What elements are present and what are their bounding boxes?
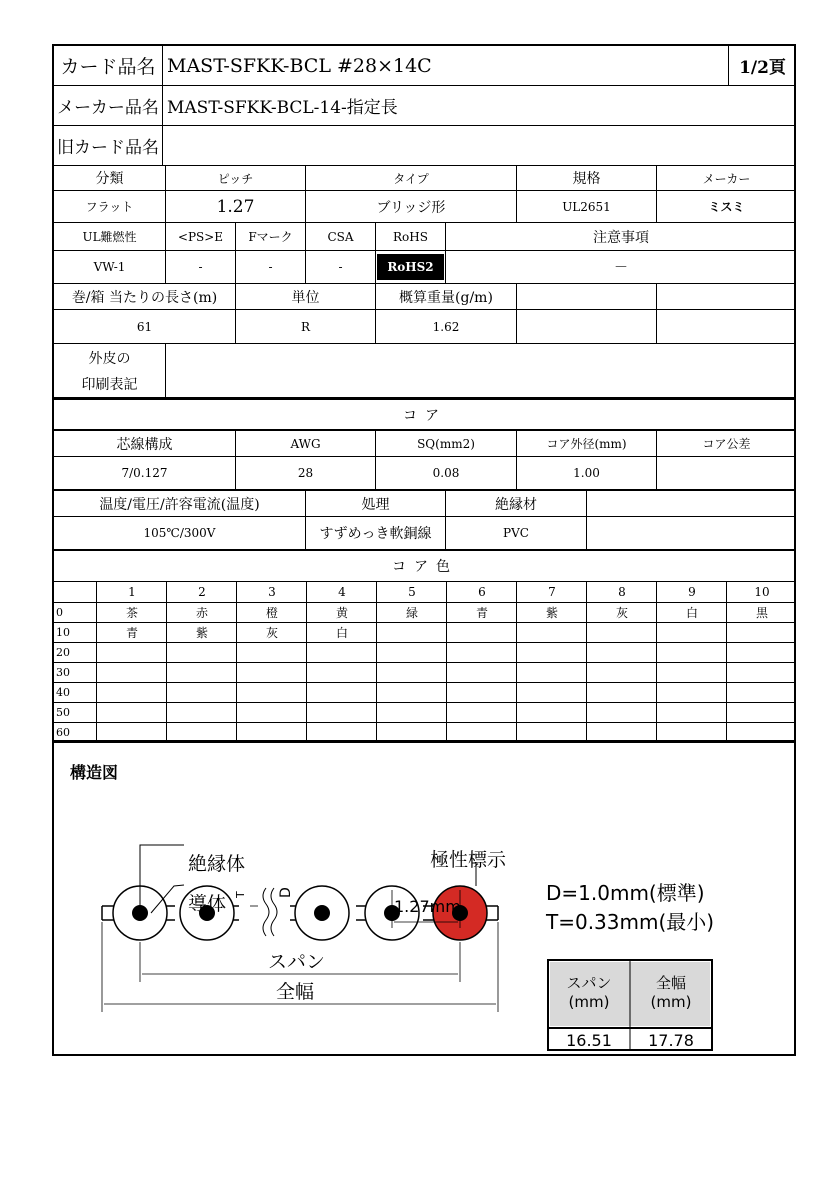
packaging-value-weight: 1.62 — [375, 310, 516, 343]
color-grid-cell — [236, 682, 307, 702]
color-grid-cell — [516, 682, 587, 702]
color-grid-row — [54, 602, 794, 623]
color-grid-cell: 白 — [656, 602, 727, 622]
packaging-value-blank1 — [516, 310, 656, 343]
packaging-value-blank2 — [656, 310, 796, 343]
color-grid-cell — [376, 702, 447, 722]
approval-header-pse: <PS>E — [165, 223, 235, 250]
class-header-maker: メーカー — [656, 166, 796, 190]
old-card-name-row — [54, 126, 794, 166]
color-grid-cell — [446, 682, 517, 702]
color-grid-cell: 青 — [96, 622, 167, 642]
core-value-treatment: すずめっき軟銅線 — [305, 517, 445, 549]
color-grid-cell: 紫 — [166, 622, 237, 642]
structure-title: 構造図 — [70, 763, 119, 782]
color-grid-cell: 緑 — [376, 602, 447, 622]
core-value-sq: 0.08 — [375, 457, 516, 489]
approval-value-notes: － — [445, 251, 796, 283]
color-grid-cell: 灰 — [236, 622, 307, 642]
color-grid-cell — [96, 702, 167, 722]
core-value-insulation: PVC — [445, 517, 586, 549]
core-title-row — [54, 400, 794, 430]
color-grid-column-header: 5 — [376, 582, 447, 602]
packaging-value-unit: R — [235, 310, 375, 343]
color-grid-cell — [516, 702, 587, 722]
core-header-strand: 芯線構成 — [116, 436, 173, 453]
break-mark — [263, 888, 269, 936]
color-grid-cell — [586, 702, 657, 722]
print-value — [165, 344, 796, 397]
print-label-line1: 外皮の — [88, 350, 131, 367]
print-label — [54, 344, 165, 397]
core-header-sq: SQ(mm2) — [375, 431, 516, 456]
approval-header-ul: UL難燃性 — [82, 230, 137, 244]
color-grid-cell — [656, 662, 727, 682]
spec-sheet — [52, 44, 796, 1056]
approval-header-csa: CSA — [305, 223, 375, 250]
classification-value-row — [54, 191, 794, 223]
conductor-label: 導体 — [188, 893, 227, 915]
table-header-width-1: 全幅 — [655, 974, 687, 992]
width-label: 全幅 — [276, 981, 315, 1003]
table-header-span-1: スパン — [566, 974, 612, 992]
color-grid-cell — [446, 722, 517, 742]
class-value-pitch: 1.27 — [165, 191, 305, 222]
color-grid-cell — [516, 642, 587, 662]
dimension-table — [548, 960, 712, 1050]
color-grid-row-label: 0 — [56, 605, 63, 619]
class-header-type: 分類 — [95, 171, 124, 187]
packaging-value-row — [54, 310, 794, 344]
color-grid-cell — [166, 642, 237, 662]
maker-name-label: メーカー品名 — [57, 98, 159, 118]
card-name-label: カード品名 — [60, 56, 156, 78]
insulator-label: 絶縁体 — [188, 853, 246, 875]
pitch-label: 1.27mm — [394, 897, 461, 916]
color-grid-cell — [376, 722, 447, 742]
color-grid-cell — [306, 642, 377, 662]
color-grid-column-header: 6 — [446, 582, 517, 602]
color-grid-cell: 茶 — [96, 602, 167, 622]
color-grid-cell — [306, 682, 377, 702]
color-grid-cell — [726, 662, 797, 682]
core-color-title-row — [54, 551, 794, 582]
approvals-value-row — [54, 251, 794, 284]
approvals-header-row — [54, 223, 794, 251]
color-grid-cell: 灰 — [586, 602, 657, 622]
color-grid-cell — [446, 662, 517, 682]
print-label-line2: 印刷表記 — [81, 376, 138, 393]
color-grid-cell — [376, 682, 447, 702]
color-grid-column-header: 9 — [656, 582, 727, 602]
packaging-header-blank1 — [516, 284, 656, 309]
class-header-standard: 規格 — [516, 166, 656, 190]
color-grid-cell — [656, 702, 727, 722]
approval-value-fmark: - — [235, 251, 305, 283]
approval-header-fmark: Fマーク — [235, 223, 305, 250]
class-value-standard: UL2651 — [516, 191, 656, 222]
color-grid-cell: 白 — [306, 622, 377, 642]
old-card-name-value — [162, 126, 796, 165]
color-grid-cell — [516, 722, 587, 742]
color-grid-cell: 紫 — [516, 602, 587, 622]
packaging-header-row — [54, 284, 794, 310]
color-grid-column-header: 7 — [516, 582, 587, 602]
color-grid-cell — [726, 642, 797, 662]
color-grid-cell — [376, 662, 447, 682]
core-header2-row — [54, 491, 794, 517]
core-value-strand: 7/0.127 — [121, 466, 168, 480]
packaging-header-length: 巻/箱 当たりの長さ(m) — [71, 289, 218, 306]
color-grid-column-header: 3 — [236, 582, 307, 602]
core-value-awg: 28 — [235, 457, 375, 489]
core-value-row — [54, 457, 794, 490]
color-grid-cell — [446, 622, 517, 642]
break-mark — [271, 888, 277, 936]
color-grid-row — [54, 642, 794, 663]
table-header-span-2: (mm) — [568, 993, 610, 1011]
color-grid-cell: 赤 — [166, 602, 237, 622]
color-grid-cell — [446, 642, 517, 662]
color-grid-column-header: 10 — [726, 582, 797, 602]
color-grid-cell — [166, 682, 237, 702]
color-grid-cell: 青 — [446, 602, 517, 622]
color-grid-row — [54, 702, 794, 723]
core-value-tol — [656, 457, 796, 489]
color-grid-row-label: 10 — [56, 625, 70, 639]
color-grid-cell — [376, 642, 447, 662]
table-value-span: 16.51 — [566, 1031, 612, 1050]
color-grid-column-header: 4 — [306, 582, 377, 602]
core-value-od: 1.00 — [516, 457, 656, 489]
approval-value-ul: VW-1 — [93, 260, 126, 274]
approval-header-notes: 注意事項 — [445, 223, 796, 250]
color-grid-cell — [96, 722, 167, 742]
color-grid-cell — [516, 662, 587, 682]
color-grid-cell — [656, 622, 727, 642]
maker-name-value: MAST-SFKK-BCL-14-指定長 — [162, 86, 796, 125]
color-grid-cell — [166, 662, 237, 682]
t-label: T — [234, 891, 247, 898]
color-grid-cell — [166, 702, 237, 722]
color-grid-cell — [96, 682, 167, 702]
class-header-pitch: ピッチ — [165, 166, 305, 190]
core-header-row — [54, 431, 794, 457]
color-grid-cell — [726, 722, 797, 742]
color-grid-column-header: 2 — [166, 582, 237, 602]
color-grid-cell — [586, 642, 657, 662]
color-grid-row-label: 40 — [56, 685, 70, 699]
polarity-label: 極性標示 — [430, 849, 507, 871]
color-grid-cell — [166, 722, 237, 742]
approval-header-rohs: RoHS — [375, 223, 445, 250]
core-color-title: コア色 — [392, 559, 458, 575]
old-card-name-label: 旧カード品名 — [57, 138, 159, 158]
packaging-header-unit: 単位 — [235, 284, 375, 309]
page-indicator: 1/2頁 — [728, 46, 796, 85]
packaging-value-length: 61 — [136, 319, 153, 334]
d-label: D — [278, 887, 294, 898]
core-header-od: コア外径(mm) — [516, 431, 656, 456]
core-header-awg: AWG — [235, 431, 375, 456]
color-grid-header-row — [54, 582, 794, 603]
card-name-row — [54, 46, 794, 86]
color-grid-cell — [96, 662, 167, 682]
color-grid-cell — [586, 722, 657, 742]
color-grid-cell — [656, 642, 727, 662]
approval-value-pse: - — [165, 251, 235, 283]
class-value-type: フラット — [85, 200, 134, 214]
color-grid-column-header: 8 — [586, 582, 657, 602]
spec-d: D=1.0mm(標準) — [546, 881, 705, 905]
print-row — [54, 344, 794, 398]
structure-diagram — [54, 742, 794, 1052]
classification-header-row — [54, 166, 794, 191]
color-grid-column-header: 1 — [96, 582, 167, 602]
core-header-insulation: 絶縁材 — [445, 491, 586, 516]
color-grid-cell — [236, 642, 307, 662]
card-name-value: MAST-SFKK-BCL #28×14C — [162, 46, 728, 85]
color-grid-cell — [656, 722, 727, 742]
color-grid-cell: 黄 — [306, 602, 377, 622]
color-grid-cell — [516, 622, 587, 642]
color-grid-cell — [236, 662, 307, 682]
color-grid-cell — [306, 662, 377, 682]
core-color-grid — [54, 582, 794, 740]
packaging-header-blank2 — [656, 284, 796, 309]
color-grid-cell — [726, 682, 797, 702]
color-grid-cell — [656, 682, 727, 702]
color-grid-cell — [236, 722, 307, 742]
color-grid-cell — [306, 722, 377, 742]
core-value-blank — [586, 517, 796, 549]
color-grid-row — [54, 662, 794, 683]
span-label: スパン — [268, 951, 326, 973]
packaging-header-weight: 概算重量(g/m) — [375, 284, 516, 309]
core-value2-row — [54, 517, 794, 550]
color-grid-cell — [446, 702, 517, 722]
core-value-rating: 105℃/300V — [143, 526, 216, 540]
core-header-treatment: 処理 — [305, 491, 445, 516]
color-grid-cell — [96, 642, 167, 662]
core-header-tol: コア公差 — [656, 431, 796, 456]
class-value-maker: ミスミ — [656, 191, 796, 222]
color-grid-cell: 橙 — [236, 602, 307, 622]
maker-name-row — [54, 86, 794, 126]
conductor-dot — [314, 905, 330, 921]
color-grid-row-label: 30 — [56, 665, 70, 679]
table-value-width: 17.78 — [648, 1031, 694, 1050]
core-header-rating: 温度/電圧/許容電流(温度) — [99, 496, 260, 513]
class-header-form: タイプ — [305, 166, 516, 190]
spec-t: T=0.33mm(最小) — [546, 910, 715, 934]
color-grid-cell — [586, 622, 657, 642]
color-grid-cell — [376, 622, 447, 642]
class-value-form: ブリッジ形 — [305, 191, 516, 222]
color-grid-row-label: 50 — [56, 705, 70, 719]
color-grid-row — [54, 682, 794, 703]
color-grid-row-label: 20 — [56, 645, 70, 659]
color-grid-cell — [306, 702, 377, 722]
color-grid-row-label: 60 — [56, 725, 70, 739]
color-grid-cell — [726, 702, 797, 722]
rohs2-badge: RoHS2 — [377, 254, 443, 280]
color-grid-cell — [586, 682, 657, 702]
core-title: コア — [403, 407, 447, 424]
structure-svg — [54, 742, 794, 1052]
color-grid-cell — [726, 622, 797, 642]
color-grid-cell — [236, 702, 307, 722]
color-grid-cell — [586, 662, 657, 682]
table-header-width-2: (mm) — [650, 993, 692, 1011]
core-header-blank — [586, 491, 796, 516]
approval-value-rohs — [375, 251, 445, 283]
approval-value-csa: - — [305, 251, 375, 283]
color-grid-cell: 黒 — [726, 602, 797, 622]
color-grid-row — [54, 622, 794, 643]
